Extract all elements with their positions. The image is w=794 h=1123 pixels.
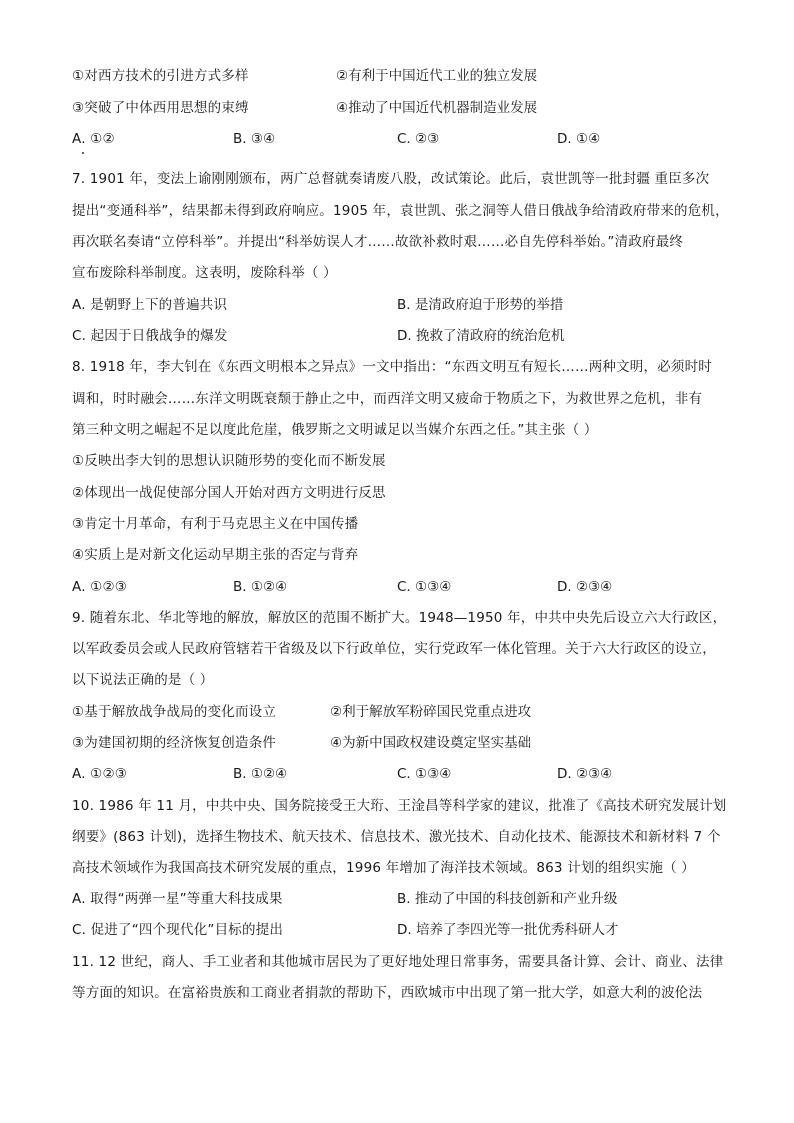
q7-choice-b: B. 是清政府迫于形势的举措	[397, 297, 564, 313]
q8-option-1: ①反映出李大钊的思想认识随形势的变化而不断发展	[72, 453, 386, 469]
q10-choice-d: D. 培养了李四光等一批优秀科研人才	[397, 922, 619, 938]
q9-option-3: ③为建国初期的经济恢复创造条件	[72, 735, 277, 751]
stray-dot	[82, 152, 84, 154]
q8-stem-line-2: 调和，时时融会……东洋文明既衰颓于静止之中，而西洋文明又疲命于物质之下，为救世界之危机，非有	[72, 391, 703, 407]
q9-stem-line-3: 以下说法正确的是（ ）	[72, 672, 214, 688]
q10-stem-line-2: 纲要》(863 计划)，选择生物技术、航天技术、信息技术、激光技术、自动化技术、能源技术和新材料 7 个	[72, 829, 721, 845]
q8-option-2: ②体现出一战促使部分国人开始对西方文明进行反思	[72, 485, 386, 501]
q9-option-4: ④为新中国政权建设奠定坚实基础	[330, 735, 532, 751]
q7-choice-d: D. 挽救了清政府的统治危机	[397, 328, 565, 344]
q11-stem-line-1: 11. 12 世纪，商人、手工业者和其他城市居民为了更好地处理日常事务，需要具备计算、会计、商业、法律	[72, 954, 724, 970]
q9-choice-b: B. ①②④	[233, 766, 288, 782]
q6-option-1: ①对西方技术的引进方式多样	[72, 68, 249, 84]
q7-choice-a: A. 是朝野上下的普遍共识	[72, 297, 228, 313]
q10-stem-line-1: 10. 1986 年 11 月，中共中央、国务院接受王大珩、王淦昌等科学家的建议，批准了《高技术研究发展计划	[72, 798, 727, 814]
q9-choice-d: D. ②③④	[557, 766, 613, 782]
q6-option-4: ④推动了中国近代机器制造业发展	[336, 100, 538, 116]
q6-option-2: ②有利于中国近代工业的独立发展	[336, 68, 538, 84]
q8-stem-line-1: 8. 1918 年，李大钊在《东西文明根本之异点》一文中指出：“东西文明互有短长……两种文明，必须时时	[72, 359, 713, 375]
q6-choice-c: C. ②③	[397, 131, 440, 147]
q11-stem-line-2: 等方面的知识。在富裕贵族和工商业者捐款的帮助下，西欧城市中出现了第一批大学，如意大利的波伦法	[72, 985, 703, 1001]
q6-choice-d: D. ①④	[557, 131, 601, 147]
q10-choice-b: B. 推动了中国的科技创新和产业升级	[397, 891, 618, 907]
q7-stem-line-2: 提出“变通科举”，结果都未得到政府响应。1905 年，袁世凯、张之洞等人借日俄战争给清政府带来的危机，	[72, 203, 729, 219]
q6-choice-a: A. ①②	[72, 131, 115, 147]
q7-choice-c: C. 起因于日俄战争的爆发	[72, 328, 228, 344]
q8-stem-line-3: 第三种文明之崛起不足以度此危崖，俄罗斯之文明诚足以当媒介东西之任。”其主张（ ）	[72, 422, 598, 438]
q10-stem-line-3: 高技术领域作为我国高技术研究发展的重点，1996 年增加了海洋技术领域。863 计划的组织实施（ ）	[72, 860, 695, 876]
q9-choice-a: A. ①②③	[72, 766, 128, 782]
q9-choice-c: C. ①③④	[397, 766, 452, 782]
q8-choice-d: D. ②③④	[557, 579, 613, 595]
q10-choice-c: C. 促进了“四个现代化”目标的提出	[72, 922, 284, 938]
q9-option-1: ①基于解放战争战局的变化而设立	[72, 704, 277, 720]
q6-option-3: ③突破了中体西用思想的束缚	[72, 100, 249, 116]
q8-choice-b: B. ①②④	[233, 579, 288, 595]
q6-choice-b: B. ③④	[233, 131, 276, 147]
q7-stem-line-3: 再次联名奏请“立停科举”。并提出“科举妨误人才……故欲补救时艰……必自先停科举始。”清政府最终	[72, 234, 684, 250]
q8-option-4: ④实质上是对新文化运动早期主张的否定与背弃	[72, 547, 359, 563]
q9-stem-line-2: 以军政委员会或人民政府管辖若干省级及以下行政单位，实行党政军一体化管理。关于六大行政区的设立，	[72, 641, 716, 657]
q8-option-3: ③肯定十月革命，有利于马克思主义在中国传播	[72, 516, 359, 532]
q8-choice-c: C. ①③④	[397, 579, 452, 595]
q8-choice-a: A. ①②③	[72, 579, 128, 595]
q10-choice-a: A. 取得“两弹一星”等重大科技成果	[72, 891, 283, 907]
q7-stem-line-4: 宣布废除科举制度。这表明，废除科举（ ）	[72, 265, 337, 281]
q9-option-2: ②利于解放军粉碎国民党重点进攻	[330, 704, 532, 720]
q7-stem-line-1: 7. 1901 年，变法上谕刚刚颁布，两广总督就奏请废八股，改试策论。此后，袁世凯等一批封疆 重臣多次	[72, 171, 710, 187]
q9-stem-line-1: 9. 随着东北、华北等地的解放，解放区的范围不断扩大。1948—1950 年，中共中央先后设立六大行政区，	[72, 610, 727, 626]
